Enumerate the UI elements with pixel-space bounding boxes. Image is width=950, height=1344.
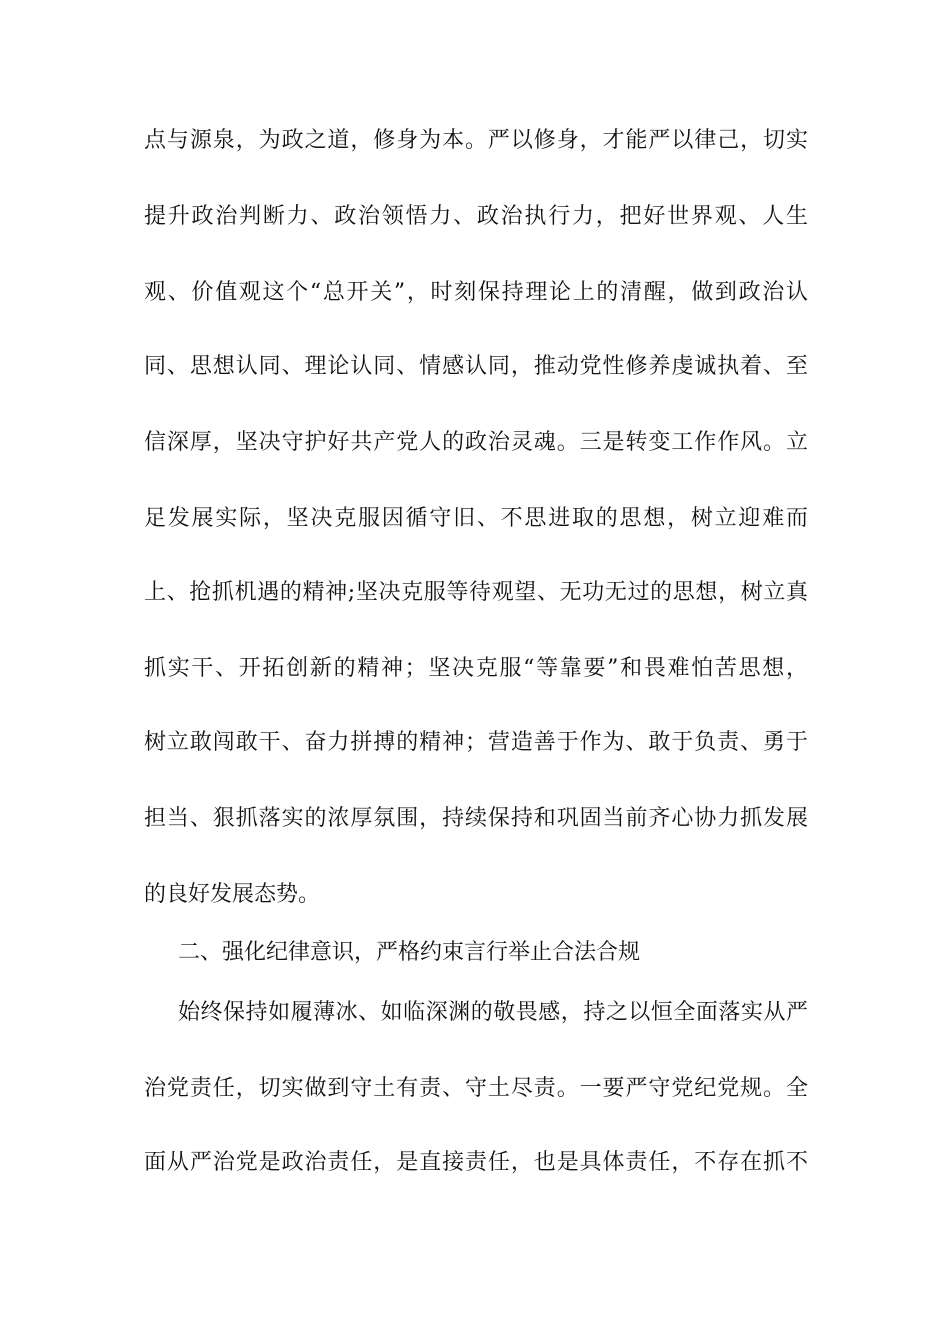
text-line: 的良好发展态势。 [144, 882, 321, 907]
text-line: 面从严治党是政治责任，是直接责任，也是具体责任，不存在抓不 [144, 1150, 808, 1175]
text-line: 上、抢抓机遇的精神;坚决克服等待观望、无功无过的思想，树立真 [144, 580, 808, 605]
text-line: 观、价值观这个“总开关”，时刻保持理论上的清醒，做到政治认 [144, 280, 808, 305]
text-line: 抓实干、开拓创新的精神；坚决克服“等靠要”和畏难怕苦思想， [144, 656, 808, 681]
text-line: 始终保持如履薄冰、如临深渊的敬畏感，持之以恒全面落实从严 [178, 1000, 808, 1025]
text-line: 同、思想认同、理论认同、情感认同，推动党性修养虔诚执着、至 [144, 354, 808, 379]
text-line: 点与源泉，为政之道，修身为本。严以修身，才能严以律己，切实 [144, 128, 808, 153]
text-line: 提升政治判断力、政治领悟力、政治执行力，把好世界观、人生 [144, 204, 808, 229]
text-line: 担当、狠抓落实的浓厚氛围，持续保持和巩固当前齐心协力抓发展 [144, 806, 808, 831]
text-line: 治党责任，切实做到守土有责、守土尽责。一要严守党纪党规。全 [144, 1076, 808, 1101]
text-line: 足发展实际，坚决克服因循守旧、不思进取的思想，树立迎难而 [144, 506, 808, 531]
text-line: 树立敢闯敢干、奋力拼搏的精神；营造善于作为、敢于负责、勇于 [144, 730, 808, 755]
section-heading: 二、强化纪律意识，严格约束言行举止合法合规 [178, 940, 641, 965]
text-line: 信深厚，坚决守护好共产党人的政治灵魂。三是转变工作作风。立 [144, 430, 808, 455]
